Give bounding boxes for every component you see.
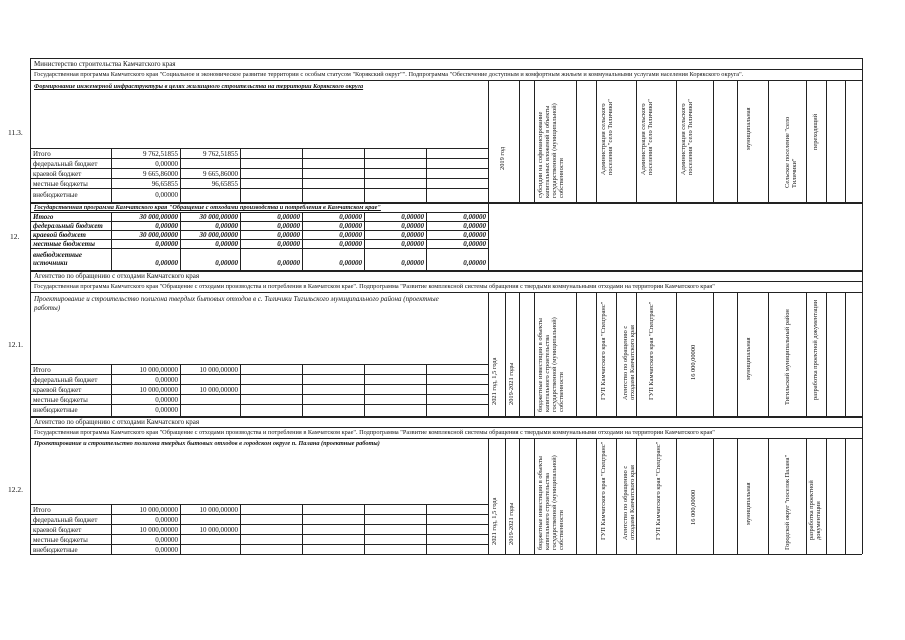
fin-value: 0,00000 <box>155 191 178 199</box>
period-11-3: 2019 год <box>499 146 506 170</box>
fin-label: краевой бюджет <box>33 526 82 534</box>
stage-11-3: переходящий <box>812 113 819 150</box>
fin-label: Итого <box>33 150 51 158</box>
fin-value: 96,65855 <box>151 180 178 188</box>
fin-value: 30 000,00000 <box>139 213 178 221</box>
stage-12-2: разработка проектной документации <box>808 480 822 540</box>
col-divider <box>806 80 807 202</box>
object-title-12-1: Проектирование и строительство полигона твердых бытовых отходов в с. Тиличики Тигильского муниципального района (проектные работы) <box>34 295 439 312</box>
ministry-heading: Министерство строительства Камчатского края <box>34 60 176 68</box>
col-divider <box>505 292 506 416</box>
grid-line <box>30 158 488 159</box>
grid-line <box>30 178 488 179</box>
col-divider <box>826 292 827 416</box>
fin-label: внебюджетные источники <box>33 251 82 267</box>
investment-type-12-2: бюджетные инвестиции в объекты капитального строительства государственной (муниципальной) собственности <box>537 455 565 550</box>
col-divider <box>616 292 617 416</box>
fin-value: 0,00000 <box>155 160 178 168</box>
grid-line <box>30 504 488 505</box>
period-12-2: 2021 год, 1,5 года <box>491 497 498 545</box>
fin-value: 10 000,00000 <box>199 526 238 534</box>
recipient-12-1: ГУП Камчатского края "Спецтранс" <box>648 301 655 400</box>
years-12-2: 2019-2021 годы <box>508 502 515 545</box>
col-divider <box>636 438 637 554</box>
grid-line <box>302 504 303 554</box>
col-divider <box>576 438 577 554</box>
col-divider <box>806 438 807 554</box>
fin-label: местные бюджеты <box>33 180 88 188</box>
fin-label: Итого <box>33 366 51 374</box>
row-divider <box>30 281 862 282</box>
grid-line <box>426 364 427 416</box>
fin-value: 0,00000 <box>215 259 238 267</box>
fin-value: 0,00000 <box>277 259 300 267</box>
col-divider <box>676 80 677 202</box>
fin-label: внебюджетные <box>33 546 78 554</box>
developer-11-3: Администрация сельского поселения "село Тиличики" <box>640 99 654 175</box>
col-divider <box>676 438 677 554</box>
table-right-border <box>862 58 863 554</box>
fin-value: 0,00000 <box>155 516 178 524</box>
fin-label: внебюджетные <box>33 191 78 199</box>
grid-line <box>30 374 488 375</box>
fin-value: 0,00000 <box>339 259 362 267</box>
fin-value: 0,00000 <box>155 406 178 414</box>
fin-label: федеральный бюджет <box>33 160 98 168</box>
fin-value: 96,65855 <box>211 180 238 188</box>
col-divider <box>505 438 506 554</box>
grid-line <box>30 248 488 249</box>
fin-value: 0,00000 <box>339 213 362 221</box>
grid-line <box>240 504 241 554</box>
col-divider <box>826 438 827 554</box>
grid-line <box>30 524 488 525</box>
recipient-11-3: Администрация сельского поселения "село Тиличики" <box>680 99 694 175</box>
customer-12-2: ГУП Камчатского края "Спецтранс" <box>600 441 607 540</box>
fin-value: 0,00000 <box>155 376 178 384</box>
fin-label: федеральный бюджет <box>33 222 103 230</box>
col-divider <box>596 292 597 416</box>
fin-value: 9 762,51855 <box>143 150 178 158</box>
col-divider <box>737 80 738 202</box>
col-divider <box>713 80 714 202</box>
table-left-border <box>30 58 31 554</box>
col-divider <box>534 80 535 202</box>
col-divider <box>845 292 846 416</box>
col-divider <box>636 80 637 202</box>
fin-value: 0,00000 <box>155 222 178 230</box>
grid-line <box>30 364 488 365</box>
grid-line <box>364 364 365 416</box>
agency-heading: Агентство по обращению с отходами Камчатского края <box>34 272 200 280</box>
row-number-12-1: 12.1. <box>8 340 23 349</box>
fin-label: краевой бюджет <box>33 386 82 394</box>
fin-value: 9 665,86000 <box>143 170 178 178</box>
fin-value: 9 762,51855 <box>203 150 238 158</box>
fin-value: 10 000,00000 <box>199 366 238 374</box>
grid-line <box>30 394 488 395</box>
fin-value: 0,00000 <box>155 536 178 544</box>
col-divider <box>519 80 520 202</box>
grid-line <box>302 148 303 202</box>
col-divider <box>826 80 827 202</box>
ownership-11-3: муниципальная <box>745 107 752 150</box>
investment-type-12-1: бюджетные инвестиции в объекты капитального строительства государственной (муниципальной) собственности <box>537 317 565 412</box>
fin-value: 0,00000 <box>463 231 486 239</box>
fin-value: 0,00000 <box>277 240 300 248</box>
fin-value: 0,00000 <box>401 231 424 239</box>
fin-value: 0,00000 <box>339 222 362 230</box>
col-divider <box>768 80 769 202</box>
grid-line <box>30 534 488 535</box>
stage-12-1: разработка проектной документации <box>812 299 819 400</box>
col-divider <box>576 292 577 416</box>
grid-line <box>30 404 488 405</box>
fin-value: 10 000,00000 <box>139 386 178 394</box>
fin-value: 0,00000 <box>277 213 300 221</box>
fin-value: 10 000,00000 <box>199 386 238 394</box>
fin-value: 0,00000 <box>401 259 424 267</box>
fin-value: 30 000,00000 <box>199 213 238 221</box>
fin-label: местные бюджеты <box>33 240 95 248</box>
fin-value: 0,00000 <box>155 396 178 404</box>
fin-value: 10 000,00000 <box>199 506 238 514</box>
fin-value: 10 000,00000 <box>139 506 178 514</box>
fin-value: 0,00000 <box>463 240 486 248</box>
grid-line <box>302 364 303 416</box>
col-divider <box>806 292 807 416</box>
fin-label: местные бюджеты <box>33 396 88 404</box>
program-2-heading: Государственная программа Камчатского края "Обращение с отходами производства и потребления в Камчатском крае". Подпрограмма "Развитие комплексной системы обращения с твердыми коммунальными отходами на территории Камчатского края" <box>34 283 715 290</box>
developer-12-2: Агентство по обращению с отходами Камчатского края <box>622 465 636 540</box>
col-divider <box>488 438 489 554</box>
period-12-1: 2021 год, 1,5 года <box>491 357 498 405</box>
fin-label: федеральный бюджет <box>33 516 98 524</box>
fin-value: 0,00000 <box>401 240 424 248</box>
territory-12-2: Городской округ "поселок Палана" <box>784 454 791 550</box>
col-divider <box>713 438 714 554</box>
ownership-12-1: муниципальная <box>745 337 752 380</box>
col-divider <box>519 292 520 416</box>
row-number-12: 12. <box>10 232 20 241</box>
recipient-12-2: ГУП Камчатского края "Спецтранс" <box>655 441 662 540</box>
grid-line <box>488 202 489 270</box>
fin-value: 0,00000 <box>155 546 178 554</box>
fin-value: 30 000,00000 <box>199 231 238 239</box>
col-divider <box>616 438 617 554</box>
grid-line <box>364 504 365 554</box>
fin-label: краевой бюджет <box>33 231 86 239</box>
fin-label: местные бюджеты <box>33 536 88 544</box>
grid-line <box>30 188 488 189</box>
fin-value: 0,00000 <box>463 259 486 267</box>
customer-12-1: ГУП Камчатского края "Спецтранс" <box>600 301 607 400</box>
row-divider <box>30 554 862 555</box>
fin-value: 0,00000 <box>277 231 300 239</box>
territory-12-1: Тигильский муниципальный район <box>784 309 791 405</box>
fin-label: внебюджетные <box>33 406 78 414</box>
fin-value: 10 000,00000 <box>139 526 178 534</box>
col-divider <box>845 80 846 202</box>
fin-value: 0,00000 <box>401 213 424 221</box>
col-divider <box>676 292 677 416</box>
col-divider <box>737 292 738 416</box>
fin-value: 0,00000 <box>463 213 486 221</box>
grid-line <box>30 148 488 149</box>
col-divider <box>636 292 637 416</box>
fin-value: 0,00000 <box>277 222 300 230</box>
col-divider <box>488 80 489 202</box>
fin-value: 0,00000 <box>155 240 178 248</box>
row-divider <box>30 427 862 428</box>
fin-value: 0,00000 <box>339 231 362 239</box>
customer-11-3: Администрация сельского поселения "село Тиличики" <box>600 99 614 175</box>
fin-value: 9 665,86000 <box>203 170 238 178</box>
fin-label: Итого <box>33 213 54 221</box>
row-divider <box>30 58 862 59</box>
grid-line <box>426 504 427 554</box>
col-divider <box>488 292 489 416</box>
col-divider <box>534 292 535 416</box>
program-1-heading: Государственная программа Камчатского края "Социальное и экономическое развитие территории с особым статусом "Корякский округ"". Подпрограмма "Обеспечение доступным и комфортным жильем и коммунальными услугами населения Корякского округа". <box>34 71 744 78</box>
territory-11-3: Сельское поселение "село Тиличики" <box>784 116 798 188</box>
col-divider <box>845 438 846 554</box>
fin-value: 0,00000 <box>463 222 486 230</box>
col-divider <box>737 438 738 554</box>
object-title-12-2: Проектирование и строительство полигона твердых бытовых отходов в городском округе п. Палана (проектные работы) <box>34 440 380 447</box>
col-divider <box>768 292 769 416</box>
col-divider <box>713 292 714 416</box>
grid-line <box>426 148 427 202</box>
col-divider <box>534 438 535 554</box>
fin-value: 0,00000 <box>215 240 238 248</box>
col-divider <box>596 80 597 202</box>
power-12-1: 16 000,00000 <box>690 344 697 380</box>
agency-heading: Агентство по обращению с отходами Камчатского края <box>34 418 200 426</box>
fin-value: 30 000,00000 <box>139 231 178 239</box>
developer-12-1: Агентство по обращению с отходами Камчатского края <box>622 325 636 400</box>
fin-value: 10 000,00000 <box>139 366 178 374</box>
fin-value: 0,00000 <box>401 222 424 230</box>
fin-value: 0,00000 <box>215 222 238 230</box>
row-number-11-3: 11.3. <box>8 128 23 137</box>
fin-value: 0,00000 <box>155 259 178 267</box>
fin-value: 0,00000 <box>339 240 362 248</box>
grid-line <box>30 168 488 169</box>
grid-line <box>30 544 488 545</box>
fin-label: краевой бюджет <box>33 170 82 178</box>
fin-label: федеральный бюджет <box>33 376 98 384</box>
grid-line <box>30 514 488 515</box>
col-divider <box>596 438 597 554</box>
program-heading-12: Государственная программа Камчатского края "Обращение с отходами производства и потребления в Камчатском крае" <box>34 204 381 211</box>
col-divider <box>768 438 769 554</box>
col-divider <box>576 80 577 202</box>
grid-line <box>30 384 488 385</box>
investment-type-11-3: субсидии на софинансирование капитальных вложений в объекты государственной (муниципальной) собственности <box>537 103 565 198</box>
years-12-1: 2019-2021 годы <box>508 362 515 405</box>
ownership-12-2: муниципальная <box>745 482 752 525</box>
col-divider <box>519 438 520 554</box>
program-2-heading: Государственная программа Камчатского края "Обращение с отходами производства и потребления в Камчатском крае". Подпрограмма "Развитие комплексной системы обращения с твердыми коммунальными отходами на территории Камчатского края" <box>34 429 715 436</box>
grid-line <box>364 148 365 202</box>
object-title-11-3: Формирование инженерной инфраструктуры в целях жилищного строительства на территории Корякского округа <box>34 83 364 90</box>
grid-line <box>240 148 241 202</box>
grid-line <box>240 364 241 416</box>
fin-label: Итого <box>33 506 51 514</box>
row-divider <box>30 69 862 70</box>
power-12-2: 16 000,00000 <box>690 489 697 525</box>
row-number-12-2: 12.2. <box>8 485 23 494</box>
